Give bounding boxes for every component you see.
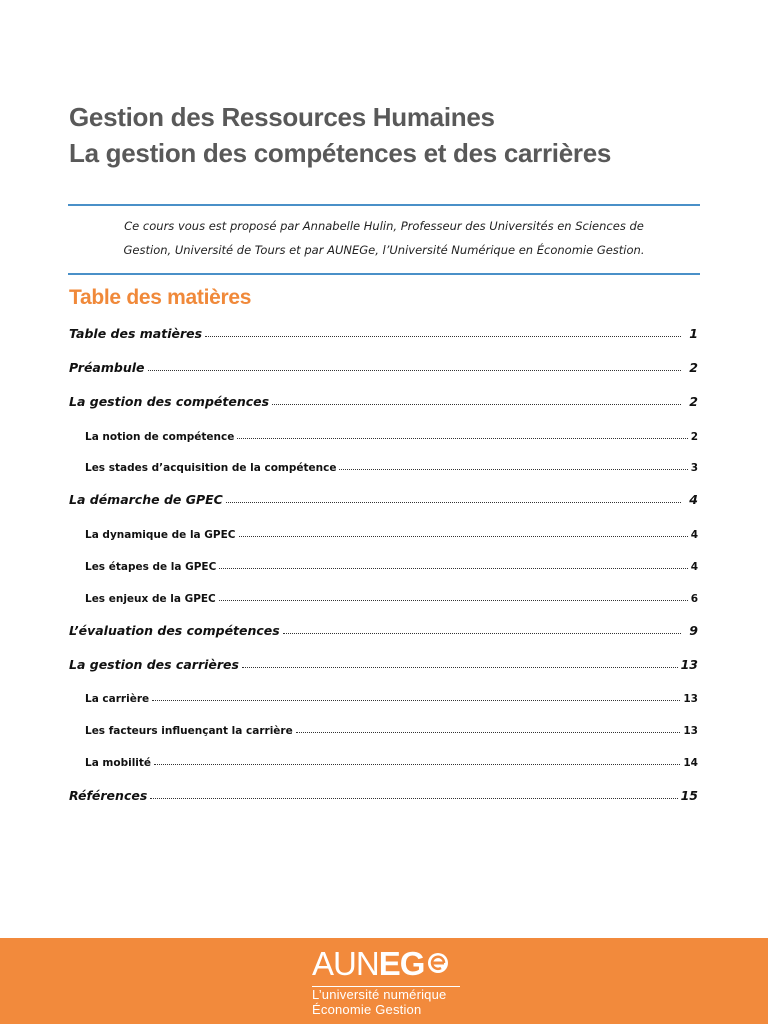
toc-leader (205, 322, 681, 337)
toc-entry-page: 14 (683, 757, 698, 769)
toc-entry-etapes-gpec[interactable] (85, 549, 698, 573)
toc-entry-carriere[interactable] (85, 681, 698, 705)
toc-entry-page: 4 (689, 492, 698, 507)
toc-leader (152, 686, 680, 701)
toc-entry-title[interactable]: Les étapes de la GPEC (85, 561, 217, 573)
toc-leader (219, 586, 688, 601)
toc-entry-stades-acquisition[interactable] (85, 450, 698, 474)
document-title (69, 99, 709, 171)
credits-line-2: Gestion, Université de Tours et par AUNEGe, l’Université Numérique en Économie Gestion. (123, 243, 645, 257)
toc-heading: Table des matières (69, 286, 252, 309)
toc-leader (219, 554, 687, 569)
logo-text-light: AUN (312, 945, 379, 982)
toc-entry-page: 4 (690, 561, 698, 573)
toc-entry-enjeux-gpec[interactable] (85, 581, 698, 605)
toc-entry-title[interactable]: L’évaluation des compétences (69, 623, 280, 638)
toc-entry-title[interactable]: La gestion des compétences (69, 394, 270, 409)
toc-entry-title[interactable]: La carrière (85, 693, 150, 705)
aunege-logo (312, 946, 462, 1017)
toc-leader (242, 653, 678, 668)
logo-tagline-2: Économie Gestion (312, 1002, 422, 1017)
toc-entry-table-des-matieres[interactable] (69, 317, 698, 341)
toc-entry-preambule[interactable] (69, 351, 698, 375)
toc-entry-title[interactable]: Préambule (69, 360, 145, 375)
toc-leader (239, 522, 688, 537)
toc-entry-page: 13 (683, 693, 698, 705)
toc-entry-title[interactable]: Références (69, 788, 148, 803)
toc-entry-title[interactable]: Table des matières (69, 326, 203, 341)
toc-leader (226, 488, 681, 503)
toc-entry-title[interactable]: Les stades d’acquisition de la compétence (85, 462, 337, 474)
toc-leader (296, 718, 681, 733)
bottom-divider (68, 273, 700, 275)
toc-leader (148, 356, 682, 371)
toc-entry-title[interactable]: La gestion des carrières (69, 657, 239, 672)
toc-entry-page: 2 (690, 431, 698, 443)
credits-line-1: Ce cours vous est proposé par Annabelle Hulin, Professeur des Universités en Sciences de (124, 219, 644, 233)
toc-entry-demarche-gpec[interactable] (69, 483, 698, 507)
toc-entry-dynamique-gpec[interactable] (85, 517, 698, 541)
toc-entry-title[interactable]: La mobilité (85, 757, 152, 769)
toc-entry-title[interactable]: Les facteurs influençant la carrière (85, 725, 293, 737)
toc-entry-title[interactable]: Les enjeux de la GPEC (85, 593, 216, 605)
toc-entry-page: 2 (689, 394, 698, 409)
toc-entry-mobilite[interactable] (85, 745, 698, 769)
toc-entry-page: 2 (689, 360, 698, 375)
toc-entry-page: 13 (683, 725, 698, 737)
toc-entry-page: 1 (689, 326, 698, 341)
toc-entry-page: 6 (690, 593, 698, 605)
logo-text-bold: EG (378, 945, 425, 982)
toc-entry-page: 9 (689, 623, 698, 638)
toc-entry-title[interactable]: La démarche de GPEC (69, 492, 223, 507)
toc-entry-gestion-carrieres[interactable] (69, 648, 698, 672)
toc-leader (339, 455, 687, 470)
toc-entry-evaluation-competences[interactable] (69, 614, 698, 638)
toc-entry-gestion-competences[interactable] (69, 385, 698, 409)
toc-entry-page: 3 (690, 462, 698, 474)
toc-entry-page: 4 (690, 529, 698, 541)
credits-text (68, 214, 700, 262)
toc-leader (283, 619, 681, 634)
toc-entry-references[interactable] (69, 779, 698, 803)
logo-e-mark-icon (426, 946, 450, 982)
toc-entry-page: 15 (680, 788, 698, 803)
toc-leader (237, 424, 687, 439)
title-line-1: Gestion des Ressources Humaines (69, 102, 495, 132)
toc-entry-title[interactable]: La notion de compétence (85, 431, 235, 443)
toc-leader (154, 750, 680, 765)
top-divider (68, 204, 700, 206)
toc-entry-page: 13 (680, 657, 698, 672)
footer-band (0, 938, 768, 1024)
toc-entry-title[interactable]: La dynamique de la GPEC (85, 529, 236, 541)
logo-wordmark (312, 946, 462, 982)
toc-leader (272, 390, 681, 405)
toc-entry-notion-competence[interactable] (85, 419, 698, 443)
title-line-2: La gestion des compétences et des carrières (69, 138, 612, 168)
toc-leader (150, 784, 677, 799)
toc-entry-facteurs-carriere[interactable] (85, 713, 698, 737)
logo-tagline-1: L’université numérique (312, 987, 447, 1002)
